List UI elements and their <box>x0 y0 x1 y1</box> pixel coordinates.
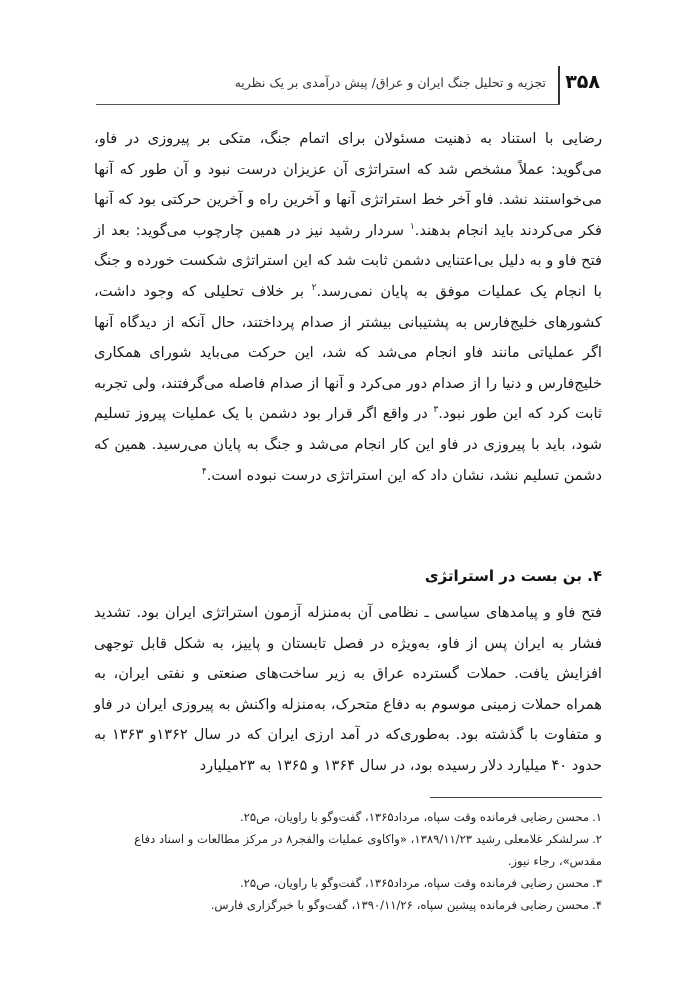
header-vertical-rule <box>558 66 560 104</box>
footnote-ref-3[interactable]: ۳ <box>433 405 439 416</box>
footnote-text: سرلشکر غلامعلی رشید ۱۳۸۹/۱۱/۲۳، «واکاوی عملیات والفجر۸ در مرکز مطالعات و اسناد دفاع مقدس»، رجاء نیوز. <box>134 832 602 868</box>
sentence-3: بر خلاف تحلیلی که وجود داشت، کشورهای خلیج‌فارس به پشتیبانی بیشتر از صدام پرداختند، حال آنکه از دیدگاه آنها اگر عملیاتی مانند فاو انجام می‌شد که شد، این حرکت می‌باید شورای همکاری خلیج‌فارس و دنیا را از صدام دور می‌کرد و آنها از صدام فاصله می‌گرفتند، ولی تجربه ثابت کرد که این طور نبود. <box>94 282 602 423</box>
sentence-2: سردار رشید نیز در همین چارچوب می‌گوید: بعد از فتح فاو و به دلیل بی‌اعتنایی دشمن ثابت شد که این استراتژی شکست خورده و جنگ با انجام یک عملیات موفق به پایان نمی‌رسد. <box>94 221 602 300</box>
footnote-2 <box>94 828 602 872</box>
running-header <box>96 66 604 106</box>
sentence-4: در واقع اگر قرار بود دشمن با یک عملیات پیروز تسلیم شود، باید با پیروزی در فاو این کار انجام می‌شد و جنگ به پایان می‌رسید. همین که دشمن تسلیم نشد، نشان داد که این استراتژی درست نبوده است. <box>94 405 602 484</box>
footnote-ref-2[interactable]: ۲ <box>311 283 317 294</box>
footnote-number: ۴. <box>592 898 602 912</box>
footnote-number: ۳. <box>592 876 602 890</box>
footnotes <box>94 806 602 916</box>
footnote-text: محسن رضایی فرمانده وقت سپاه، مرداد۱۳۶۵، گفت‌وگو با راویان، ص۲۵. <box>239 810 590 824</box>
footnote-ref-4[interactable]: ۴ <box>201 466 207 477</box>
section-text: فتح فاو و پیامدهای سیاسی ـ نظامی آن به‌منزله آزمون استراتژی ایران بود. تشدید فشار به ایران پس از فاو، به‌ویژه در فصل تابستان و پاییز، به شکل قابل توجهی افزایش یافت. حملات گسترده عراق به زیر ساخت‌های صنعتی و نفتی ایران، به همراه حملات زمینی موسوم به دفاع متحرک، به‌منزله واکنش به پیروزی ایران در فاو و متفاوت با گذشته بود. به‌طوری‌که در آمد ارزی ایران که در سال ۱۳۶۲و ۱۳۶۳ به حدود ۴۰ میلیارد دلار رسیده بود، در سال ۱۳۶۴ و ۱۳۶۵ به ۲۳میلیارد <box>94 604 602 774</box>
section-heading: ۴. بن بست در استراتژی <box>424 567 602 585</box>
footnote-text: محسن رضایی فرمانده وقت سپاه، مرداد۱۳۶۵، گفت‌وگو با راویان، ص۲۵. <box>239 876 590 890</box>
footnote-1 <box>94 806 602 828</box>
page-number: ۳۵۸ <box>565 71 600 93</box>
section-paragraph <box>94 598 602 782</box>
footnote-4 <box>94 894 602 916</box>
footnote-number: ۱. <box>592 810 602 824</box>
sentence-1: رضایی با استناد به ذهنیت مسئولان برای اتمام جنگ، متکی بر پیروزی در فاو، می‌گوید: عملاً مشخص شد که استراتژی آن عزیزان درست نبود و آن طور که آنها می‌خواستند نشد. فاو آخر خط استراتژی آنها و آخرین راه و آخرین حرکتی بود که آنها فکر می‌کردند باید انجام بدهند. <box>94 130 603 239</box>
footnote-ref-1[interactable]: ۱ <box>409 221 415 232</box>
running-title: تجزیه و تحلیل جنگ ایران و عراق/ پیش درآمدی بر یک نظریه <box>234 75 546 90</box>
footnote-separator <box>430 797 602 798</box>
main-paragraph <box>94 124 602 491</box>
header-horizontal-rule <box>96 104 560 105</box>
footnote-number: ۲. <box>592 832 602 846</box>
footnote-text: محسن رضایی فرمانده پیشین سپاه، ۱۳۹۰/۱۱/۲۶، گفت‌وگو با خبرگزاری فارس. <box>210 898 590 912</box>
footnote-3 <box>94 872 602 894</box>
paragraph <box>94 124 602 491</box>
